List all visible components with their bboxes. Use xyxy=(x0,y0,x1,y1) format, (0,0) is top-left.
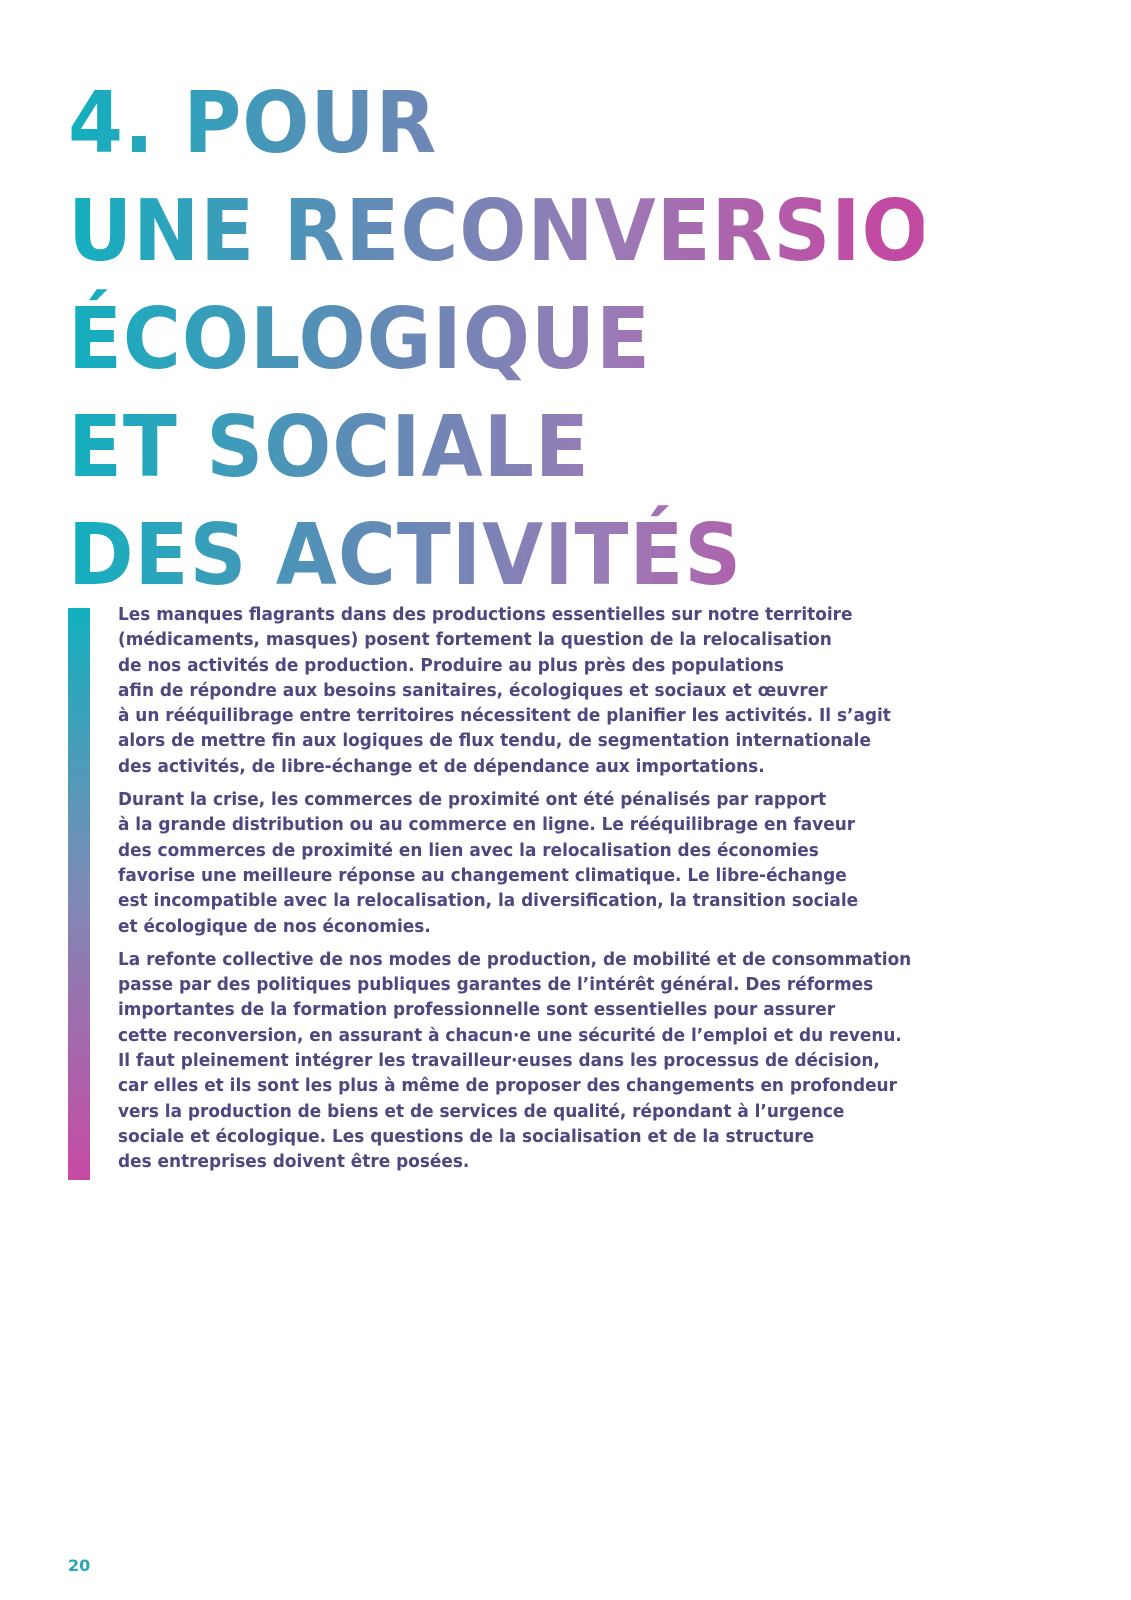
paragraph-refonte xyxy=(118,947,1038,1175)
text-line: est incompatible avec la relocalisation, la diversification, la transition sociale xyxy=(118,890,859,912)
body-text xyxy=(118,602,1038,1183)
text-line: à la grande distribution ou au commerce en ligne. Le rééquilibrage en faveur xyxy=(118,814,856,836)
title-line: UNE RECONVERSION xyxy=(68,178,924,286)
title-line: ET SOCIALE xyxy=(68,394,924,502)
title-line: ÉCOLOGIQUE xyxy=(68,286,924,394)
text-line: favorise une meilleure réponse au changement climatique. Le libre-échange xyxy=(118,864,847,886)
text-line: alors de mettre fin aux logiques de flux tendu, de segmentation internationale xyxy=(118,730,871,752)
text-line: (médicaments, masques) posent fortement la question de la relocalisation xyxy=(118,629,832,651)
text-line: sociale et écologique. Les questions de la socialisation et de la structure xyxy=(118,1125,815,1147)
title-line: 4. POUR xyxy=(68,70,924,178)
page-number: 20 xyxy=(68,1556,91,1575)
text-line: des commerces de proximité en lien avec la relocalisation des économies xyxy=(118,839,819,861)
text-line: et écologique de nos économies. xyxy=(118,915,431,937)
text-line: des activités, de libre-échange et de dépendance aux importations. xyxy=(118,755,765,777)
title-line: DES ACTIVITÉS xyxy=(68,502,924,610)
paragraph-relocalisation xyxy=(118,602,1038,779)
paragraph-commerces xyxy=(118,787,1038,939)
text-line: vers la production de biens et de services de qualité, répondant à l’urgence xyxy=(118,1100,845,1122)
text-line: à un rééquilibrage entre territoires nécessitent de planifier les activités. Il s’agit xyxy=(118,705,891,727)
text-line: afin de répondre aux besoins sanitaires, écologiques et sociaux et œuvrer xyxy=(118,679,828,701)
text-line: Il faut pleinement intégrer les travailleur·euses dans les processus de décision, xyxy=(118,1050,880,1072)
text-line: Durant la crise, les commerces de proximité ont été pénalisés par rapport xyxy=(118,789,827,811)
text-line: passe par des politiques publiques garantes de l’intérêt général. Des réformes xyxy=(118,974,874,996)
text-line: des entreprises doivent être posées. xyxy=(118,1151,470,1173)
text-line: importantes de la formation professionnelle sont essentielles pour assurer xyxy=(118,999,836,1021)
text-line: car elles et ils sont les plus à même de proposer des changements en profondeur xyxy=(118,1075,897,1097)
text-line: La refonte collective de nos modes de production, de mobilité et de consommation xyxy=(118,948,912,970)
section-title xyxy=(68,70,997,610)
text-line: cette reconversion, en assurant à chacun·e une sécurité de l’emploi et du revenu. xyxy=(118,1024,902,1046)
body-block xyxy=(68,604,1028,1180)
text-line: de nos activités de production. Produire au plus près des populations xyxy=(118,654,784,676)
accent-bar xyxy=(68,608,90,1180)
text-line: Les manques flagrants dans des productions essentielles sur notre territoire xyxy=(118,604,853,625)
